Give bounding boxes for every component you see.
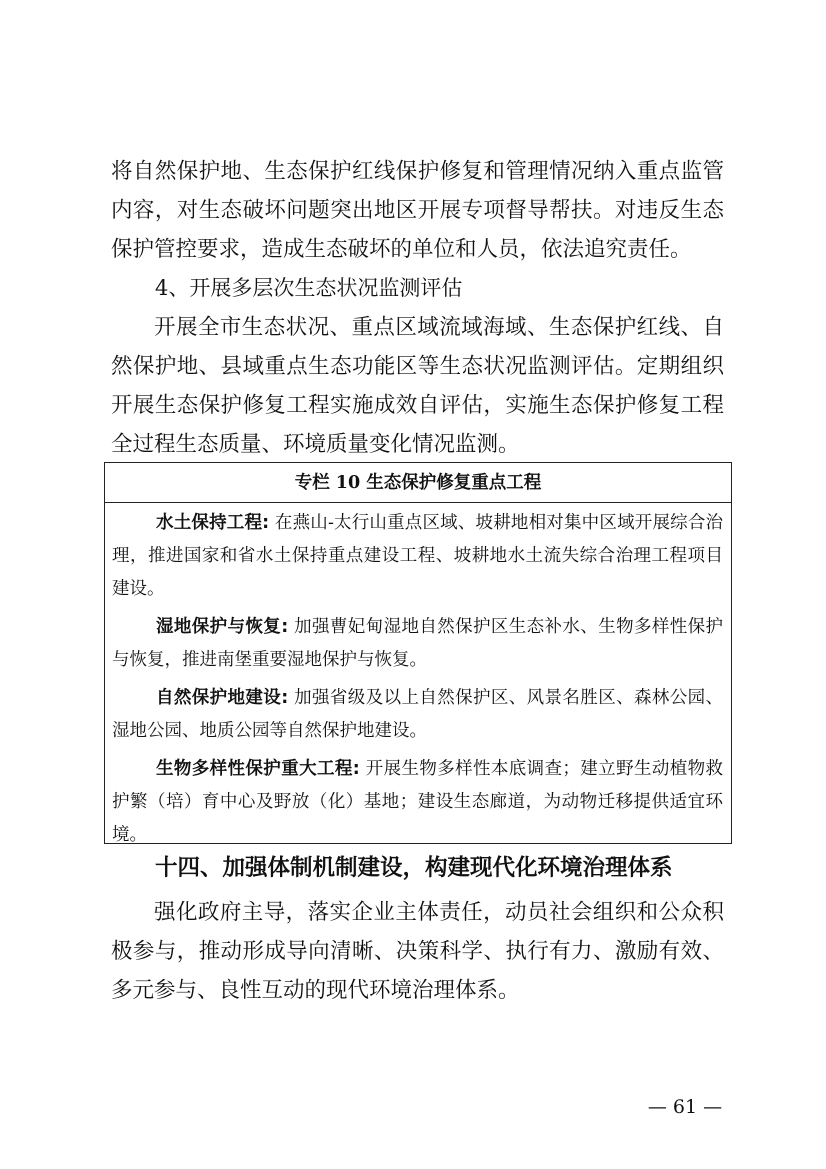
box-item-lead: 水土保持工程: bbox=[156, 513, 270, 533]
box-item-text: 开展生物多样性本底调查；建立野生动植物救护繁（培）育中心及野放（化）基地；建设生态廊道，为动物迁移提供适宜环境。 bbox=[112, 759, 723, 845]
special-column-title: 专栏 10 生态保护修复重点工程 bbox=[105, 463, 731, 503]
box-item-soil-conservation bbox=[105, 507, 731, 606]
box-item-lead: 自然保护地建设: bbox=[156, 688, 289, 708]
box-item-protected-areas bbox=[105, 682, 731, 748]
page-number: — 61 — bbox=[647, 1096, 723, 1118]
box-item-biodiversity bbox=[105, 753, 731, 852]
box-item-text: 加强曹妃甸湿地自然保护区生态补水、生物多样性保护与恢复，推进南堡重要湿地保护与恢复。 bbox=[112, 617, 724, 670]
box-item-wetland bbox=[105, 611, 731, 677]
paragraph-governance: 强化政府主导，落实企业主体责任，动员社会组织和公众积极参与，推动形成导向清晰、决策科学、执行有力、激励有效、多元参与、良性互动的现代环境治理体系。 bbox=[111, 900, 724, 1003]
sub-heading-monitoring: 4、开展多层次生态状况监测评估 bbox=[155, 276, 463, 300]
box-item-text: 在燕山-太行山重点区域、坡耕地相对集中区域开展综合治理，推进国家和省水土保持重点建设工程、坡耕地水土流失综合治理工程项目建设。 bbox=[112, 513, 724, 599]
special-column-box bbox=[104, 462, 732, 844]
box-item-lead: 湿地保护与恢复: bbox=[156, 617, 289, 637]
paragraph-supervision: 将自然保护地、生态保护红线保护修复和管理情况纳入重点监管内容，对生态破坏问题突出地区开展专项督导帮扶。对违反生态保护管控要求，造成生态破坏的单位和人员，依法追究责任。 bbox=[111, 159, 724, 262]
section-heading-14: 十四、加强体制机制建设，构建现代化环境治理体系 bbox=[155, 855, 673, 881]
box-item-text: 加强省级及以上自然保护区、风景名胜区、森林公园、湿地公园、地质公园等自然保护地建设。 bbox=[112, 688, 724, 741]
box-item-lead: 生物多样性保护重大工程: bbox=[156, 759, 360, 779]
paragraph-monitoring: 开展全市生态状况、重点区域流域海域、生态保护红线、自然保护地、县域重点生态功能区等生态状况监测评估。定期组织开展生态保护修复工程实施成效自评估，实施生态保护修复工程全过程生态质量、环境质量变化情况监测。 bbox=[111, 315, 724, 457]
